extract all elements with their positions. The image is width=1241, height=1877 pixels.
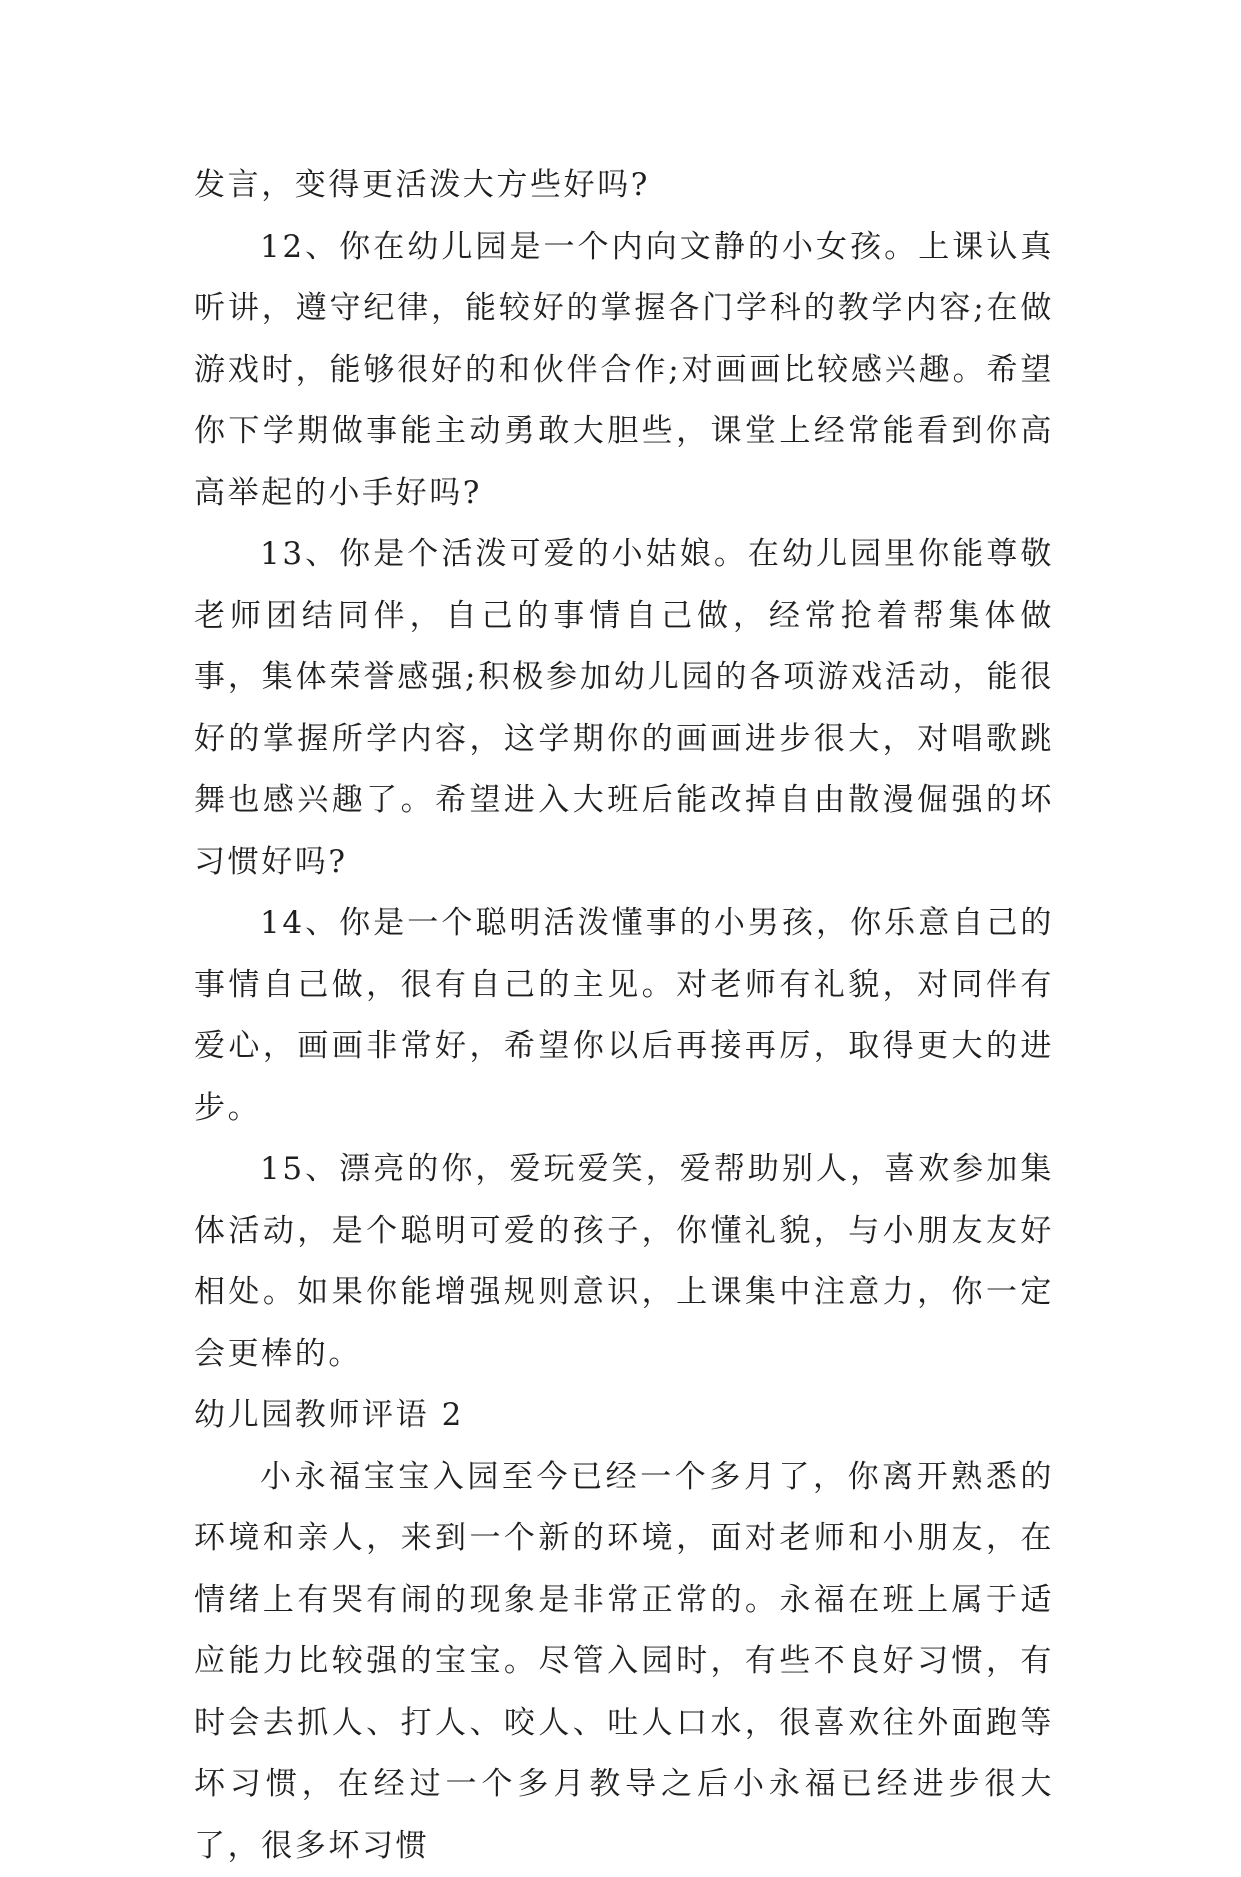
paragraph-comment-12: 12、你在幼儿园是一个内向文静的小女孩。上课认真听讲，遵守纪律，能较好的掌握各门学科的教学内容;在做游戏时，能够很好的和伙伴合作;对画画比较感兴趣。希望你下学期做事能主动勇敢大胆些，课堂上经常能看到你高高举起的小手好吗? bbox=[194, 217, 1054, 525]
paragraph-continuation: 发言，变得更活泼大方些好吗? bbox=[194, 155, 1054, 217]
paragraph-comment-13: 13、你是个活泼可爱的小姑娘。在幼儿园里你能尊敬老师团结同伴，自己的事情自己做，经常抢着帮集体做事，集体荣誉感强;积极参加幼儿园的各项游戏活动，能很好的掌握所学内容，这学期你的画画进步很大，对唱歌跳舞也感兴趣了。希望进入大班后能改掉自由散漫倔强的坏习惯好吗? bbox=[194, 524, 1054, 893]
document-body bbox=[194, 155, 1054, 1877]
section-heading: 幼儿园教师评语 2 bbox=[194, 1385, 1054, 1447]
paragraph-comment-14: 14、你是一个聪明活泼懂事的小男孩，你乐意自己的事情自己做，很有自己的主见。对老师有礼貌，对同伴有爱心，画画非常好，希望你以后再接再厉，取得更大的进步。 bbox=[194, 893, 1054, 1139]
paragraph-section-2-intro: 小永福宝宝入园至今已经一个多月了，你离开熟悉的环境和亲人，来到一个新的环境，面对老师和小朋友，在情绪上有哭有闹的现象是非常正常的。永福在班上属于适应能力比较强的宝宝。尽管入园时，有些不良好习惯，有时会去抓人、打人、咬人、吐人口水，很喜欢往外面跑等坏习惯，在经过一个多月教导之后小永福已经进步很大了，很多坏习惯 bbox=[194, 1447, 1054, 1877]
paragraph-comment-15: 15、漂亮的你，爱玩爱笑，爱帮助别人，喜欢参加集体活动，是个聪明可爱的孩子，你懂礼貌，与小朋友友好相处。如果你能增强规则意识，上课集中注意力，你一定会更棒的。 bbox=[194, 1139, 1054, 1385]
